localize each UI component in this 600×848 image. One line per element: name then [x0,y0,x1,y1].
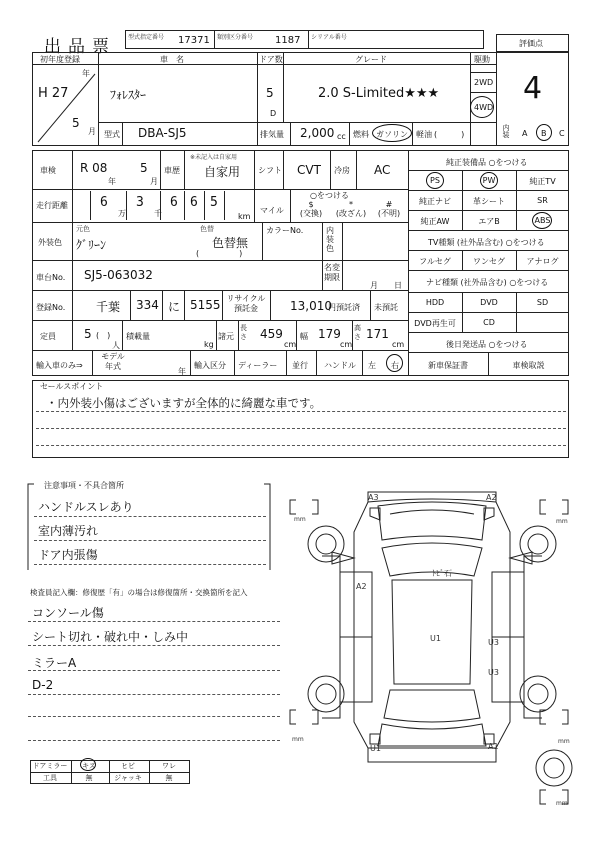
serial-label: シリアル番号 [311,34,347,41]
mm-spare: mm [556,800,568,807]
car-name-label: 車 名 [160,55,184,64]
import-label: 輸入車のみ⇒ [36,361,83,370]
model-year-unit: 年 [178,367,186,376]
mileage-d4: 6 [190,195,198,210]
serial-box [308,30,484,49]
nav-sd: SD [536,298,549,307]
mile-opt-tampered: * (改ざん) [335,200,367,218]
paint-paren: ( ) [196,249,243,258]
mileage-sen: 千 [154,209,162,218]
mile-label: マイル [260,206,284,215]
mile-opt-swap: $ (交換) [299,200,323,218]
tv-fullseg: フルセグ [419,257,451,266]
grade-label: グレード [355,55,387,64]
later-title: 後日発送品 ○をつける [446,340,528,349]
equip-ps-circle [426,172,444,189]
dmg-a3: A3 [368,493,379,502]
inspector-1: コンソール傷 [32,606,104,620]
doors-label: ドア数 [259,55,283,64]
import-parallel: 並行 [292,361,308,370]
capacity-label: 定員 [40,332,56,341]
mile-opt-unknown: # (不明) [377,200,401,218]
orig-color-label: 元色 [76,225,90,233]
mileage-man: 万 [118,209,126,218]
mile-opts-top: ○をつける [310,191,349,200]
width: 179 [318,327,341,341]
year-unit: 年 [82,69,90,78]
equip-aw: 純正AW [420,217,450,226]
note-2: 室内薄汚れ [38,524,99,538]
tool-scratch-mark [80,758,96,771]
equip-leather: 革シート [473,197,505,206]
tool-r2: 無 [85,774,93,782]
equip-abs: ABS [534,216,551,225]
recycle: 13,010 [290,299,332,313]
tool-h1: ドアミラー [32,762,68,770]
recycle-unit: 円預託済 [328,303,360,312]
height-unit: cm [392,340,405,349]
handle-right: 右 [391,361,399,370]
equip-pw-circle [480,172,498,189]
recycle-unpaid: 未預託 [374,303,398,312]
first-reg-label: 初年度登録 [40,55,80,64]
car-diagram [282,472,582,842]
reg-label: 登録No. [36,303,66,312]
load-unit: kg [204,340,214,349]
std-title: 純正装備品 ○をつける [446,158,528,167]
mm-fr: mm [556,518,568,525]
interior-label: 内装 [502,124,510,138]
capacity-paren: ( ) [96,331,111,340]
history-label: 車歴 [164,166,180,175]
tv-analog: アナログ [526,257,559,266]
drive-2wd: 2WD [474,78,494,87]
color-label: 外装色 [38,238,62,247]
dmg-u1-mid: U1 [430,634,441,643]
inspection-month: 5 [140,161,148,175]
handle-left: 左 [368,361,376,370]
length-label: 長さ [240,324,247,341]
car-name: ﾌｫﾚｽﾀｰ [110,88,147,102]
height: 171 [366,327,389,341]
recycle-label: リサイクル預託金 [226,294,266,313]
oil-paren: ( ) [434,130,465,139]
doors: 5 [266,86,274,100]
dmg-a2-top: A2 [486,493,497,502]
mm-rl: mm [292,736,304,743]
tv-title: TV種類 (社外品含む) ○をつける [428,238,545,247]
mileage-d3: 6 [170,195,178,210]
sales-point-label: セールスポイント [40,382,104,391]
handle-label: ハンドル [324,361,356,370]
cc-unit: cc [337,132,346,141]
nav-hdd: HDD [425,298,445,307]
inspection-year-unit: 年 [108,177,116,186]
first-reg-era: H 27 [38,86,69,101]
oil-label: 軽油 [416,130,432,139]
month-unit: 月 [88,127,96,136]
reg-area: 千葉 [96,300,121,314]
model-label: 型式 [104,130,120,139]
form-no-box [125,30,215,49]
dmg-u3-a: U3 [488,638,499,647]
mileage-label: 走行距離 [36,201,68,210]
interior-b: B [541,129,547,138]
nav-cd: CD [483,318,495,327]
displacement: 2,000 [300,126,335,140]
class-no-label: 類別区分番号 [217,34,254,41]
sales-point-box [32,380,569,458]
ac: AC [374,163,391,177]
inspection-month-unit: 月 [150,177,158,186]
drive-label: 駆動 [474,55,490,64]
interior-a: A [522,129,528,138]
tool-h3: ヒビ [121,762,135,770]
title-change-units: 月 日 [370,281,402,290]
mm-fl: mm [294,516,306,523]
class-no-box [214,30,309,49]
equip-navi: 純正ナビ [419,197,451,206]
ac-label: 冷房 [334,166,350,175]
length: 459 [260,327,283,341]
tire-marks [290,500,568,804]
reg-kana: に [168,300,181,314]
equip-tv: 純正TV [529,177,556,186]
door-type: D [270,109,277,118]
vin: SJ5-063032 [84,268,153,282]
inspector-label: 検査員記入欄：修復歴「有」の場合は修復箇所・交換箇所を記入 [30,588,248,597]
history: 自家用 [204,165,241,179]
inspector-2: シート切れ・破れ中・しみ中 [32,630,189,644]
capacity-unit: 人 [112,341,120,350]
color-no-label: カラーNo. [266,226,304,235]
shift: CVT [297,163,321,177]
form-no-label: 型式指定番号 [128,34,165,41]
form-no: 17371 [178,35,210,46]
interior-b-circle [536,124,552,141]
dmg-tobi: ﾄﾋﾞ石 [432,569,452,578]
equip-sr: SR [537,196,548,205]
inspector-4: D-2 [32,678,54,692]
dmg-u1-bottom: U1 [370,744,381,753]
load-label: 積載量 [126,332,150,341]
displacement-label: 排気量 [260,130,284,139]
interior-color-label: 内装色 [326,226,334,253]
orig-color: ｸﾞﾘｰﾝ [76,238,107,252]
inspection: R 08 [80,161,108,175]
drive-4wd-circle [470,96,494,118]
title-change-label: 名変期限 [324,263,340,282]
shift-label: シフト [258,166,282,175]
notes-label: 注意事項・不具合箇所 [44,481,124,490]
length-unit: cm [284,340,297,349]
paint-label: 色替 [200,225,214,233]
dmg-u3-b: U3 [488,668,499,677]
reg-class: 334 [136,298,159,312]
inspector-3: ミラーA [32,656,77,670]
mileage-d1: 6 [100,195,108,210]
model-year-label: モデル年式 [101,352,125,371]
class-no: 1187 [275,35,301,46]
width-unit: cm [340,340,353,349]
fuel-label: 燃料 [353,130,369,139]
tool-r1: 工具 [43,774,57,782]
fuel: ガソリン [376,130,408,139]
nav-title: ナビ種類 (社外品含む) ○をつける [426,278,549,287]
equip-abs-circle [532,212,552,229]
dims-label: 諸元 [218,332,234,341]
form-title: 出品票 [44,37,116,57]
first-reg-month: 5 [72,116,80,130]
note-3: ドア内張傷 [38,548,98,562]
interior-c: C [559,129,565,138]
equip-airbag: エアB [478,217,500,226]
model: DBA-SJ5 [138,126,187,140]
dmg-a2-left: A2 [356,582,367,591]
note-1: ハンドルスレあり [38,500,134,514]
nav-dvd-play: DVD再生可 [414,319,456,328]
grade-score-label: 評価点 [519,39,543,48]
nav-dvd: DVD [480,298,498,307]
later-manual: 車検取説 [512,361,545,370]
tool-r3: ジャッキ [114,774,142,782]
mileage-d2: 3 [136,195,144,210]
import-dealer: ディーラー [238,361,278,370]
mm-rr: mm [558,738,570,745]
width-label: 幅 [300,332,308,341]
dmg-a1: A1 [488,742,499,751]
km-unit: km [238,212,251,221]
vin-label: 車台No. [36,273,66,282]
capacity: 5 [84,327,92,341]
grade-score: 4 [523,71,543,106]
reg-num: 5155 [190,298,221,312]
height-label: 高さ [354,324,361,341]
sales-point-text: ・内外装小傷はございますが全体的に綺麗な車です。 [46,396,322,410]
tool-r4: 無 [165,774,173,782]
tool-h2: キズ [82,762,96,770]
equip-pw: PW [482,176,496,185]
fuel-circle [372,124,412,142]
drive-4wd: 4WD [474,103,494,112]
import-type-label: 輸入区分 [194,361,226,370]
paint: 色替無 [212,236,249,250]
mileage-d5: 5 [210,195,218,210]
later-warranty: 新車保証書 [428,361,468,370]
inspection-label: 車検 [40,166,56,175]
handle-right-circle [386,354,403,372]
grade: 2.0 S-Limited★★★ [318,86,440,101]
history-note: ※未記入は自家用 [190,154,238,161]
tv-oneseg: ワンセグ [473,257,505,266]
equip-ps: PS [430,176,440,185]
tool-h4: ワレ [162,762,176,770]
